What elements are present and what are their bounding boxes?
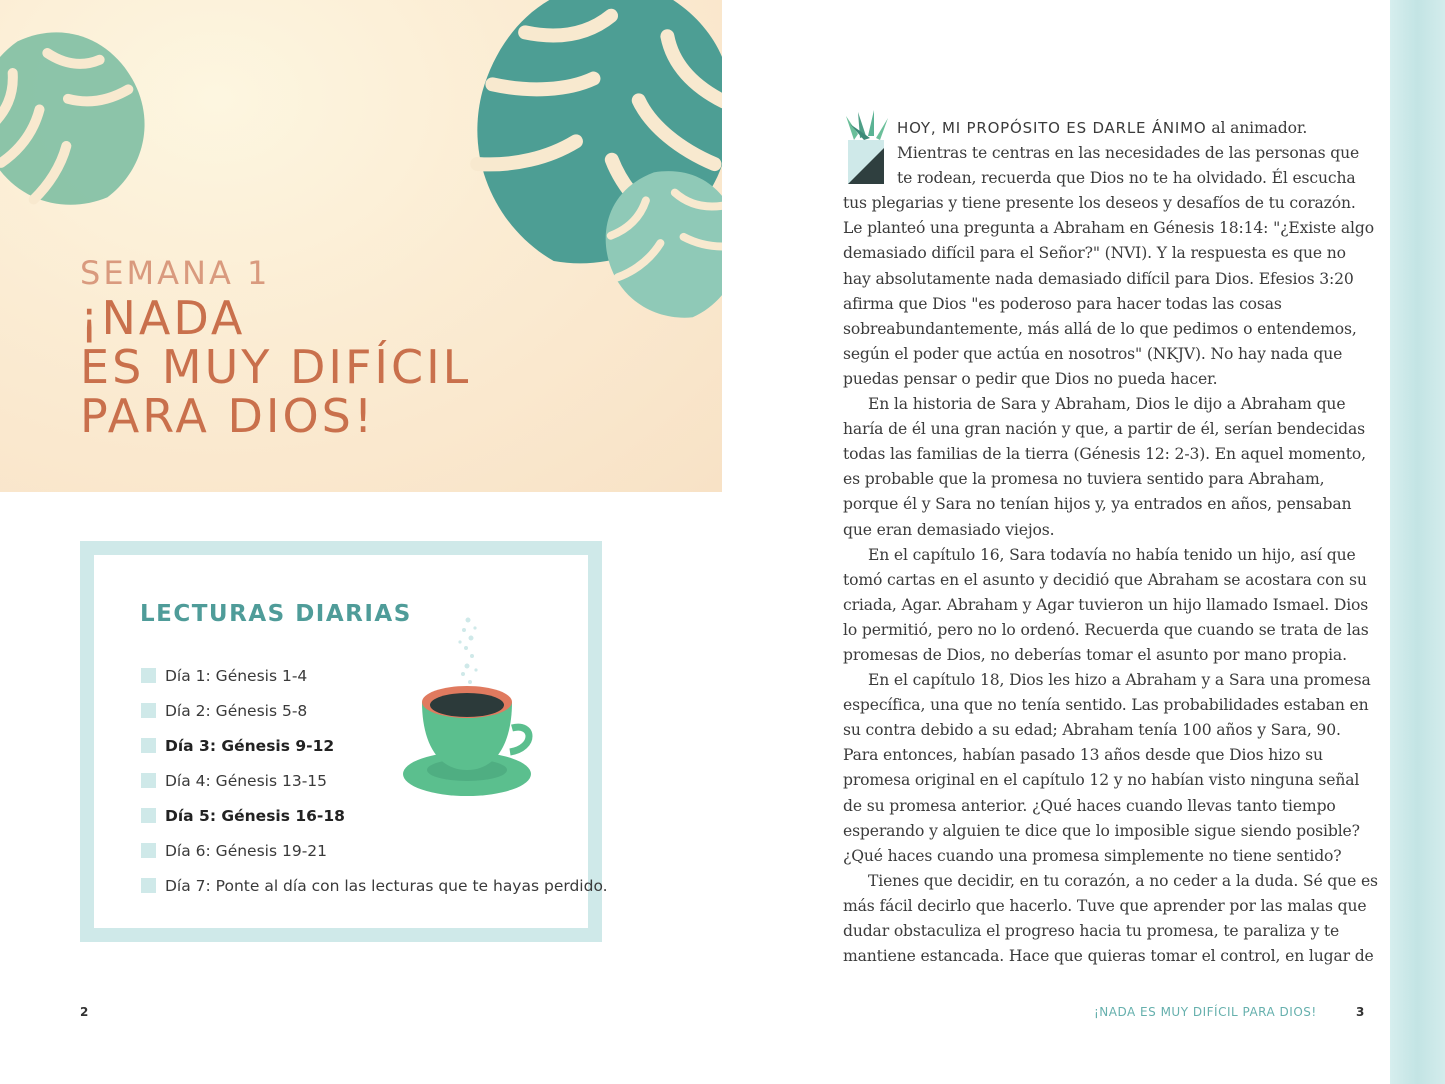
paragraph	[843, 116, 1374, 392]
daily-readings-title: LECTURAS DIARIAS	[140, 601, 412, 627]
lead-in: HOY, MI PROPÓSITO ES DARLE ÁNIMO	[897, 119, 1207, 137]
reading-text: Día 5: Génesis 16-18	[165, 806, 345, 825]
left-page	[0, 0, 722, 1084]
reading-checkbox[interactable]	[141, 773, 156, 788]
week-title-line: ES MUY DIFÍCIL	[80, 340, 472, 394]
text-line: su contra debido a su edad; Abraham tenía 100 años y Sara, 90.	[843, 721, 1341, 740]
text-line	[843, 116, 1368, 141]
reading-text: Día 4: Génesis 13-15	[165, 771, 328, 790]
paragraph	[843, 869, 1378, 969]
text-line: más fácil decirlo que hacerlo. Tuve que aprender por las malas que	[843, 896, 1367, 915]
reading-text: Día 1: Génesis 1-4	[165, 666, 308, 685]
page-number-left: 2	[80, 1005, 89, 1019]
reading-text: Día 7: Ponte al día con las lecturas que te hayas perdido.	[165, 876, 608, 895]
reading-checkbox[interactable]	[141, 703, 156, 718]
text-line: hay absolutamente nada demasiado difícil para Dios. Efesios 3:20	[843, 269, 1354, 288]
reading-checkbox[interactable]	[141, 668, 156, 683]
reading-item[interactable]	[141, 833, 608, 868]
hero-banner	[0, 0, 722, 492]
page-number-right: 3	[1356, 1005, 1365, 1019]
week-label: SEMANA 1	[80, 254, 271, 292]
text-line: demasiado difícil para el Señor?" (NVI). Y la respuesta es que no	[843, 244, 1346, 263]
text-line: puedas pensar o pedir que Dios no pueda hacer.	[843, 369, 1218, 388]
text-line: En la historia de Sara y Abraham, Dios le dijo a Abraham que	[868, 395, 1346, 414]
text-line: Para entonces, habían pasado 13 años desde que Dios hizo su	[843, 746, 1323, 765]
week-title-line: ¡NADA	[80, 291, 246, 345]
text-line: En el capítulo 18, Dios les hizo a Abraham y a Sara una promesa	[868, 671, 1371, 690]
reading-checkbox[interactable]	[141, 738, 156, 753]
text-line: mantiene estancada. Hace que quieras tomar el control, en lugar de	[843, 947, 1374, 966]
text-line: En el capítulo 16, Sara todavía no había tenido un hijo, así que	[868, 545, 1356, 564]
page-edge-strip	[1390, 0, 1445, 1084]
text-line: criada, Agar. Abraham y Agar tuvieron un hijo llamado Ismael. Dios	[843, 595, 1369, 614]
text-line: Le planteó una pregunta a Abraham en Génesis 18:14: "¿Existe algo	[843, 219, 1374, 238]
text-line: Tienes que decidir, en tu corazón, a no ceder a la duda. Sé que es	[868, 871, 1378, 890]
text-line: ¿Qué haces cuando una promesa simplemente no tiene sentido?	[843, 846, 1342, 865]
reading-checkbox[interactable]	[141, 843, 156, 858]
text-line: sobreabundantemente, más allá de lo que pedimos o entendemos,	[843, 319, 1357, 338]
text-line: promesas de Dios, no deberías tomar el asunto por mano propia.	[843, 645, 1347, 664]
tea-cup-icon	[394, 610, 539, 810]
daily-readings-panel	[94, 555, 608, 928]
text-line: que eran demasiado viejos.	[843, 520, 1055, 539]
text-line: de su promesa anterior. ¿Qué haces cuando llevas tanto tiempo	[843, 796, 1336, 815]
text-line: es probable que la promesa no tuviera sentido para Abraham,	[843, 470, 1325, 489]
reading-text: Día 6: Génesis 19-21	[165, 841, 328, 860]
text-line: esperando y alguien te dice que lo imposible sigue siendo posible?	[843, 821, 1360, 840]
text-line: dudar obstaculiza el progreso hacia tu promesa, te paraliza y te	[843, 922, 1340, 940]
reading-checkbox[interactable]	[141, 878, 156, 893]
paragraph	[843, 668, 1371, 869]
text-line: según el poder que actúa en nosotros" (NKJV). No hay nada que	[843, 344, 1343, 363]
body-text	[843, 116, 1378, 969]
reading-text: Día 3: Génesis 9-12	[165, 736, 335, 755]
text-line: Mientras te centras en las necesidades de las personas que	[897, 144, 1360, 163]
daily-readings-box	[80, 541, 608, 942]
text-line: tus plegarias y tiene presente los deseos y desafíos de tu corazón.	[843, 194, 1356, 213]
text-line: tomó cartas en el asunto y decidió que Abraham se acostara con su	[843, 570, 1367, 589]
week-title	[80, 291, 600, 443]
text-line: afirma que Dios "es poderoso para hacer todas las cosas	[843, 294, 1282, 313]
text-line: porque él y Sara no tenían hijos y, ya entrados en años, pensaban	[843, 495, 1352, 514]
text-line: lo permitió, pero no lo ordenó. Recuerda que cuando se trata de las	[843, 620, 1369, 639]
text-line: todas las familias de la tierra (Génesis 12: 2-3). En aquel momento,	[843, 445, 1366, 464]
text-line-rest: al animador.	[1206, 119, 1308, 137]
text-line: promesa original en el capítulo 12 y no habían visto ninguna señal	[843, 771, 1360, 790]
week-title-line: PARA DIOS!	[80, 389, 376, 443]
paragraph	[843, 392, 1368, 543]
text-line: haría de él una gran nación y que, a partir de él, serían bendecidas	[843, 420, 1366, 439]
text-line: te rodean, recuerda que Dios no te ha olvidado. Él escucha	[897, 169, 1356, 188]
reading-item[interactable]	[141, 868, 608, 903]
paragraph	[843, 543, 1368, 668]
reading-checkbox[interactable]	[141, 808, 156, 823]
reading-text: Día 2: Génesis 5-8	[165, 701, 308, 720]
running-title: ¡NADA ES MUY DIFÍCIL PARA DIOS!	[1094, 1005, 1317, 1019]
text-line: específica, una que no tenía sentido. Las probabilidades estaban en	[843, 696, 1369, 715]
